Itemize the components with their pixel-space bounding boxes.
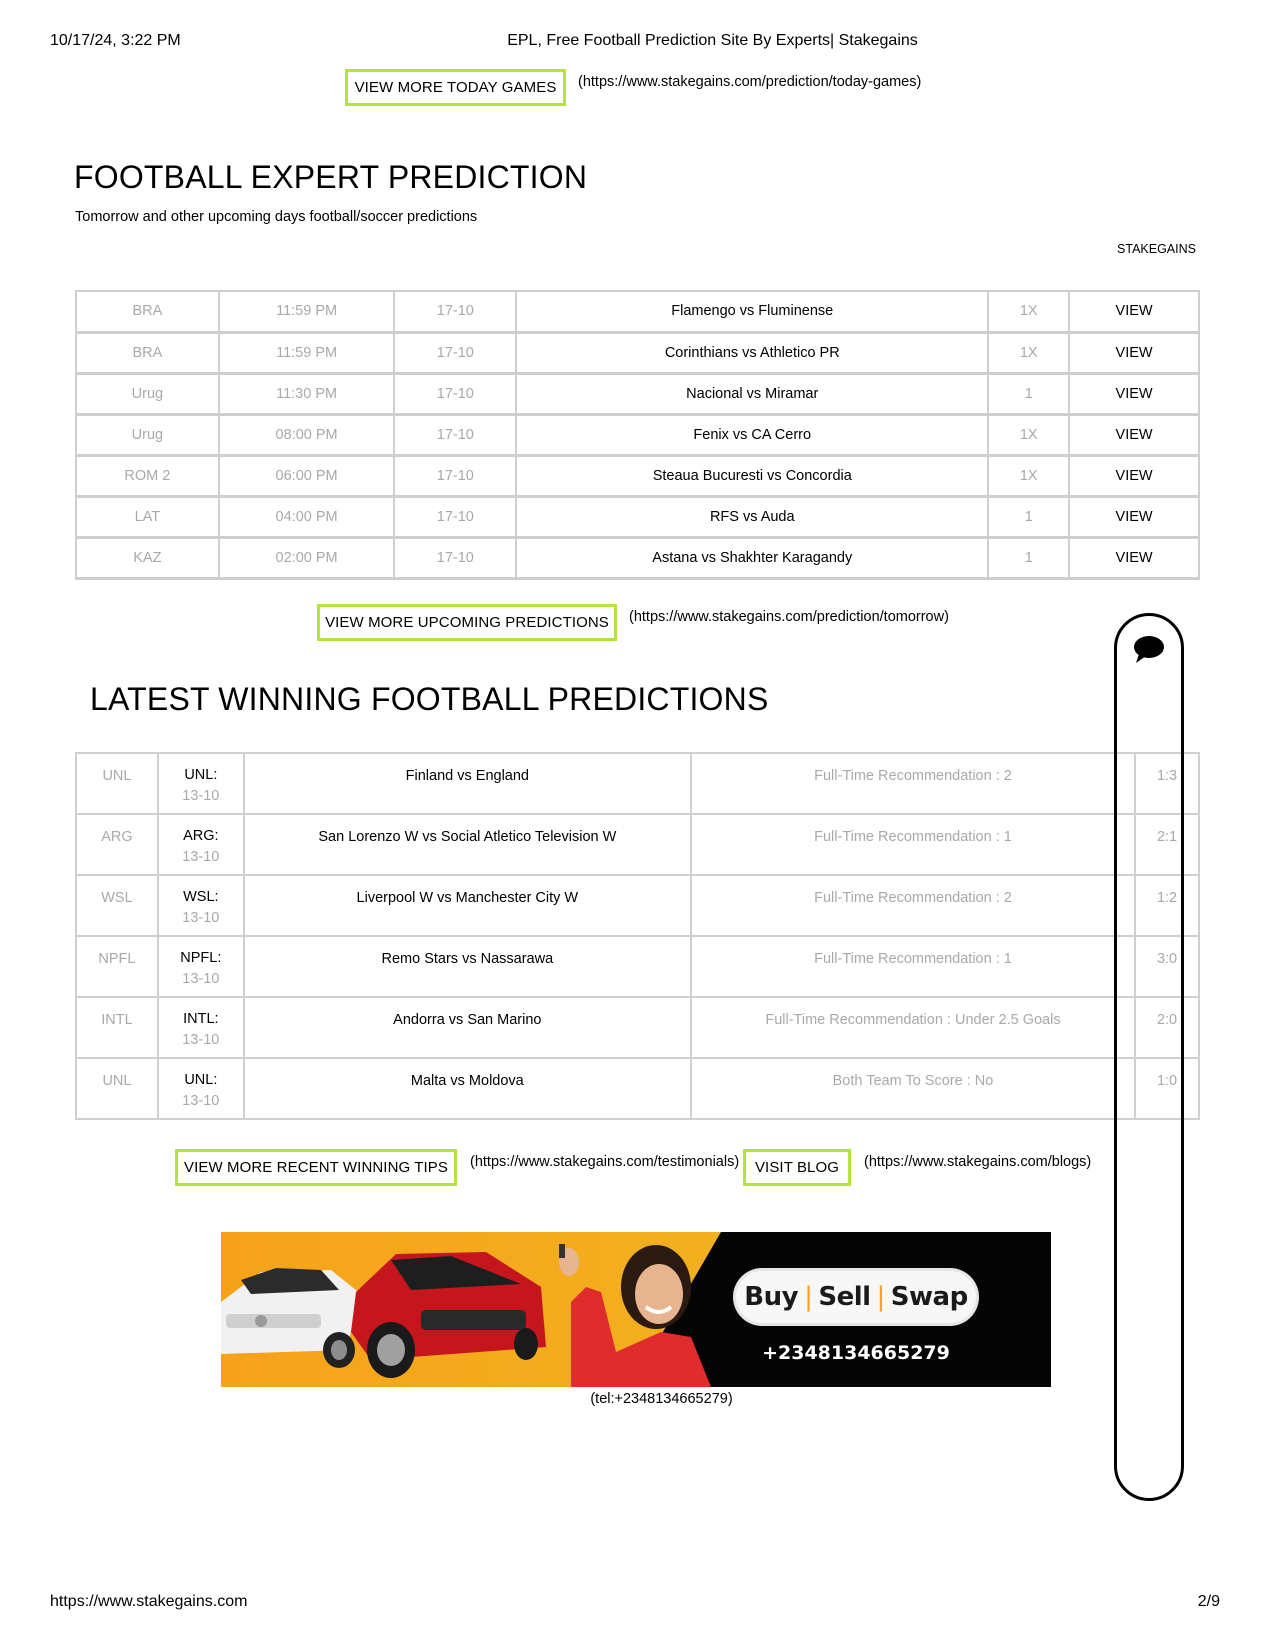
match-date: 13-10 bbox=[182, 910, 220, 926]
tip-cell: 1 bbox=[988, 496, 1069, 537]
view-more-winning-tips-button[interactable]: VIEW MORE RECENT WINNING TIPS bbox=[175, 1149, 457, 1186]
fixture-cell: Astana vs Shakhter Karagandy bbox=[516, 537, 988, 578]
upcoming-url: (https://www.stakegains.com/prediction/tomorrow) bbox=[629, 609, 949, 625]
expert-row bbox=[76, 291, 1199, 332]
chat-widget-frame[interactable] bbox=[1114, 613, 1184, 1501]
league-code-cell: UNL bbox=[76, 1058, 158, 1119]
league-date-cell bbox=[158, 1058, 244, 1119]
expert-row bbox=[76, 537, 1199, 578]
league-code-cell: ARG bbox=[76, 814, 158, 875]
league-cell: Urug bbox=[76, 373, 219, 414]
fixture-cell: Remo Stars vs Nassarawa bbox=[244, 936, 691, 997]
match-date-cell: 17-10 bbox=[394, 332, 516, 373]
match-date-cell: 17-10 bbox=[394, 373, 516, 414]
match-date: 13-10 bbox=[182, 1093, 220, 1109]
kickoff-time-cell: 11:59 PM bbox=[219, 332, 395, 373]
expert-row bbox=[76, 455, 1199, 496]
kickoff-time-cell: 08:00 PM bbox=[219, 414, 395, 455]
league-date-cell bbox=[158, 997, 244, 1058]
match-date-cell: 17-10 bbox=[394, 496, 516, 537]
print-title bbox=[0, 32, 1275, 50]
tip-cell: 1 bbox=[988, 537, 1069, 578]
fixture-cell: Liverpool W vs Manchester City W bbox=[244, 875, 691, 936]
final-score-cell: 2:1 bbox=[1135, 814, 1199, 875]
testimonials-url: (https://www.stakegains.com/testimonials) bbox=[470, 1154, 740, 1170]
tip-cell: 1X bbox=[988, 414, 1069, 455]
kickoff-time-cell: 11:30 PM bbox=[219, 373, 395, 414]
match-date-cell: 17-10 bbox=[394, 455, 516, 496]
separator-2: | bbox=[876, 1282, 885, 1312]
recommendation-cell: Full-Time Recommendation : 2 bbox=[691, 875, 1135, 936]
expert-row bbox=[76, 373, 1199, 414]
fixture-cell: RFS vs Auda bbox=[516, 496, 988, 537]
league-cell: LAT bbox=[76, 496, 219, 537]
league-cell: KAZ bbox=[76, 537, 219, 578]
recommendation-cell: Full-Time Recommendation : Under 2.5 Goals bbox=[691, 997, 1135, 1058]
fixture-cell: Finland vs England bbox=[244, 753, 691, 814]
view-more-upcoming-button[interactable]: VIEW MORE UPCOMING PREDICTIONS bbox=[317, 604, 617, 641]
buy-text: Buy bbox=[744, 1282, 799, 1312]
winning-row bbox=[76, 753, 1199, 814]
match-date-cell: 17-10 bbox=[394, 414, 516, 455]
league-date-cell bbox=[158, 875, 244, 936]
view-link[interactable]: VIEW bbox=[1069, 291, 1199, 332]
view-link[interactable]: VIEW bbox=[1069, 373, 1199, 414]
view-link[interactable]: VIEW bbox=[1069, 332, 1199, 373]
league-cell: BRA bbox=[76, 291, 219, 332]
recommendation-cell: Both Team To Score : No bbox=[691, 1058, 1135, 1119]
view-link[interactable]: VIEW bbox=[1069, 414, 1199, 455]
expert-row bbox=[76, 496, 1199, 537]
league-date-cell bbox=[158, 936, 244, 997]
kickoff-time-cell: 04:00 PM bbox=[219, 496, 395, 537]
banner-phone: +2348134665279 bbox=[762, 1342, 950, 1364]
expert-row bbox=[76, 414, 1199, 455]
league-code-cell: NPFL bbox=[76, 936, 158, 997]
league-label: ARG: bbox=[183, 828, 219, 844]
match-date-cell: 17-10 bbox=[394, 537, 516, 578]
separator-1: | bbox=[804, 1282, 813, 1312]
recommendation-cell: Full-Time Recommendation : 2 bbox=[691, 753, 1135, 814]
today-games-url: (https://www.stakegains.com/prediction/today-games) bbox=[578, 74, 922, 90]
view-link[interactable]: VIEW bbox=[1069, 455, 1199, 496]
view-link[interactable]: VIEW bbox=[1069, 496, 1199, 537]
final-score-cell: 1:2 bbox=[1135, 875, 1199, 936]
final-score-cell: 3:0 bbox=[1135, 936, 1199, 997]
winning-row bbox=[76, 814, 1199, 875]
final-score-cell: 1:0 bbox=[1135, 1058, 1199, 1119]
league-label: WSL: bbox=[183, 889, 219, 905]
fixture-cell: Malta vs Moldova bbox=[244, 1058, 691, 1119]
chat-bubble-icon[interactable] bbox=[1133, 634, 1165, 664]
match-date: 13-10 bbox=[182, 971, 220, 987]
league-code-cell: WSL bbox=[76, 875, 158, 936]
league-cell: ROM 2 bbox=[76, 455, 219, 496]
recommendation-cell: Full-Time Recommendation : 1 bbox=[691, 814, 1135, 875]
print-footer-page: 2/9 bbox=[1197, 1593, 1220, 1610]
car-dealer-banner[interactable] bbox=[221, 1232, 1051, 1387]
expert-predictions-table bbox=[75, 290, 1200, 580]
expert-prediction-heading: FOOTBALL EXPERT PREDICTION bbox=[74, 159, 588, 195]
sell-text: Sell bbox=[818, 1282, 871, 1312]
league-label: INTL: bbox=[183, 1011, 219, 1027]
winning-row bbox=[76, 997, 1199, 1058]
fixture-cell: Nacional vs Miramar bbox=[516, 373, 988, 414]
expert-prediction-subheading: Tomorrow and other upcoming days football/soccer predictions bbox=[75, 209, 478, 225]
recommendation-cell: Full-Time Recommendation : 1 bbox=[691, 936, 1135, 997]
final-score-cell: 1:3 bbox=[1135, 753, 1199, 814]
winning-predictions-table bbox=[75, 752, 1200, 1120]
blog-url: (https://www.stakegains.com/blogs) bbox=[864, 1154, 1092, 1170]
tip-cell: 1X bbox=[988, 455, 1069, 496]
league-code-cell: INTL bbox=[76, 997, 158, 1058]
print-title-text: EPL, Free Football Prediction Site By Experts| Stakegains bbox=[507, 32, 918, 49]
league-date-cell bbox=[158, 814, 244, 875]
tip-cell: 1 bbox=[988, 373, 1069, 414]
match-date: 13-10 bbox=[182, 788, 220, 804]
league-cell: Urug bbox=[76, 414, 219, 455]
kickoff-time-cell: 11:59 PM bbox=[219, 291, 395, 332]
fixture-cell: Steaua Bucuresti vs Concordia bbox=[516, 455, 988, 496]
buy-sell-swap-label bbox=[733, 1268, 979, 1326]
kickoff-time-cell: 02:00 PM bbox=[219, 537, 395, 578]
visit-blog-button[interactable]: VISIT BLOG bbox=[743, 1149, 851, 1186]
match-date: 13-10 bbox=[182, 1032, 220, 1048]
fixture-cell: Andorra vs San Marino bbox=[244, 997, 691, 1058]
print-date: 10/17/24, 3:22 PM bbox=[50, 32, 181, 49]
view-more-today-games-button[interactable]: VIEW MORE TODAY GAMES bbox=[345, 69, 566, 106]
winning-row bbox=[76, 1058, 1199, 1119]
fixture-cell: Fenix vs CA Cerro bbox=[516, 414, 988, 455]
league-date-cell bbox=[158, 753, 244, 814]
brand-label: STAKEGAINS bbox=[1117, 242, 1196, 256]
latest-winning-heading: LATEST WINNING FOOTBALL PREDICTIONS bbox=[90, 681, 769, 717]
league-label: UNL: bbox=[184, 767, 218, 783]
match-date-cell: 17-10 bbox=[394, 291, 516, 332]
match-date: 13-10 bbox=[182, 849, 220, 865]
fixture-cell: San Lorenzo W vs Social Atletico Television W bbox=[244, 814, 691, 875]
league-label: NPFL: bbox=[180, 950, 222, 966]
final-score-cell: 2:0 bbox=[1135, 997, 1199, 1058]
kickoff-time-cell: 06:00 PM bbox=[219, 455, 395, 496]
fixture-cell: Corinthians vs Athletico PR bbox=[516, 332, 988, 373]
tip-cell: 1X bbox=[988, 291, 1069, 332]
fixture-cell: Flamengo vs Fluminense bbox=[516, 291, 988, 332]
winning-row bbox=[76, 875, 1199, 936]
league-label: UNL: bbox=[184, 1072, 218, 1088]
print-footer-url: https://www.stakegains.com bbox=[50, 1593, 248, 1610]
swap-text: Swap bbox=[890, 1282, 968, 1312]
banner-tel-link: (tel:+2348134665279) bbox=[590, 1391, 733, 1407]
expert-row bbox=[76, 332, 1199, 373]
view-link[interactable]: VIEW bbox=[1069, 537, 1199, 578]
winning-row bbox=[76, 936, 1199, 997]
league-cell: BRA bbox=[76, 332, 219, 373]
league-code-cell: UNL bbox=[76, 753, 158, 814]
tip-cell: 1X bbox=[988, 332, 1069, 373]
